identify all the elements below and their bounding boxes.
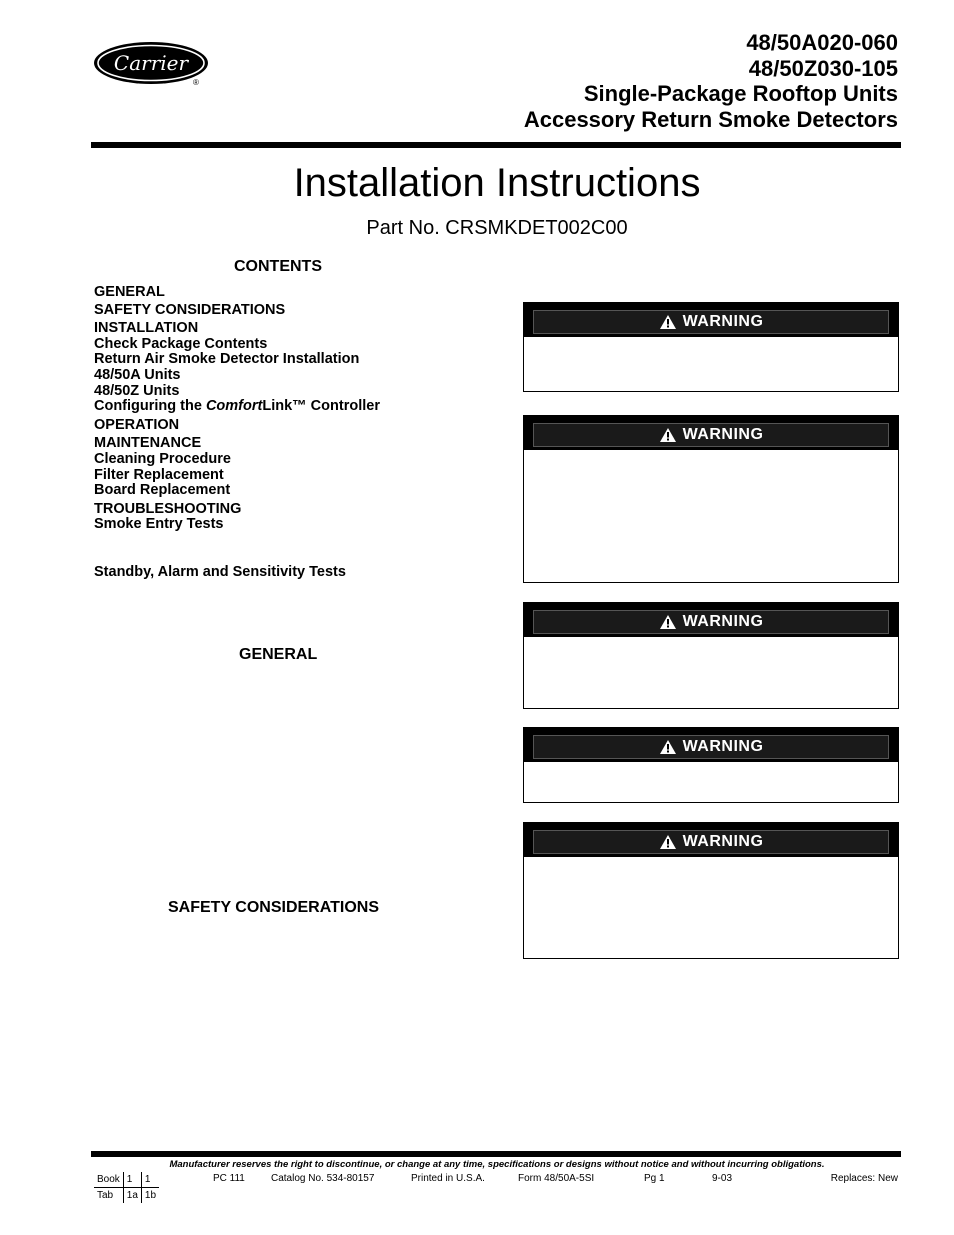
warning-box — [523, 415, 899, 583]
footer-rule — [91, 1151, 901, 1157]
accessory-line: Accessory Return Smoke Detectors — [523, 106, 898, 132]
header-rule — [91, 142, 901, 148]
toc-item[interactable]: GENERAL — [94, 284, 165, 300]
tab-label: Tab — [94, 1188, 123, 1204]
toc-item[interactable]: Check Package Contents — [94, 335, 268, 352]
footer-date: 9-03 — [712, 1173, 733, 1184]
part-number: Part No. CRSMKDET002C00 — [366, 217, 628, 239]
contents-heading: CONTENTS — [234, 258, 322, 275]
toc-item[interactable]: INSTALLATION — [94, 320, 199, 337]
footer-pc: PC 111 — [213, 1173, 245, 1184]
product-line: Single-Package Rooftop Units — [583, 81, 898, 106]
footer-page: Pg 1 — [644, 1173, 665, 1184]
toc-item[interactable]: 48/50Z Units — [94, 382, 180, 399]
warning-box — [523, 302, 899, 392]
footer-form: Form 48/50A-5SI — [518, 1173, 595, 1184]
toc-item[interactable]: Cleaning Procedure — [94, 450, 231, 467]
footer-catalog: Catalog No. 534-80157 — [271, 1173, 375, 1184]
toc-item[interactable]: 48/50A Units — [94, 366, 181, 383]
warning-header — [524, 728, 898, 762]
section-heading-safety: SAFETY CONSIDERATIONS — [168, 899, 379, 916]
toc-item[interactable]: Board Replacement — [94, 482, 231, 499]
registered-mark: ® — [193, 78, 199, 87]
warning-triangle-icon — [659, 739, 677, 755]
warning-header — [524, 603, 898, 637]
warning-header — [524, 303, 898, 337]
toc-item-comfortlink[interactable] — [94, 399, 380, 415]
toc-item[interactable]: OPERATION — [94, 416, 180, 433]
toc-item-link: Link™ Controller — [262, 398, 380, 415]
warning-header — [524, 823, 898, 857]
toc-group-1 — [94, 285, 380, 533]
logo-brand-text: Carrier — [113, 51, 189, 75]
model-line-1: 48/50A020-060 — [746, 30, 898, 55]
document-header — [524, 30, 898, 132]
footer-disclaimer: Manufacturer reserves the right to discontinue, or change at any time, specifications or designs without notice and without incurring obligations. — [169, 1159, 825, 1170]
warning-label: WARNING — [682, 426, 764, 443]
warning-header — [524, 416, 898, 450]
toc-item[interactable]: MAINTENANCE — [94, 435, 202, 452]
warning-label: WARNING — [682, 613, 764, 630]
toc-item[interactable]: Smoke Entry Tests — [94, 516, 224, 533]
warning-box — [523, 822, 899, 959]
warning-label: WARNING — [682, 738, 764, 755]
book-label: Book — [97, 1174, 120, 1185]
toc-item[interactable]: Filter Replacement — [94, 466, 224, 483]
tab-value-1: 1a — [123, 1188, 141, 1204]
toc-item[interactable]: TROUBLESHOOTING — [94, 500, 242, 517]
warning-triangle-icon — [659, 427, 677, 443]
page-title: Installation Instructions — [293, 161, 701, 205]
toc-item[interactable]: Standby, Alarm and Sensitivity Tests — [94, 564, 346, 580]
book-value-1: 1 — [123, 1172, 141, 1188]
tab-value-2: 1b — [141, 1188, 159, 1204]
warning-label: WARNING — [682, 833, 764, 850]
toc-item[interactable]: SAFETY CONSIDERATIONS — [94, 301, 286, 318]
section-heading-general: GENERAL — [239, 646, 318, 663]
footer-printed: Printed in U.S.A. — [411, 1173, 485, 1184]
toc-item-comfort: Comfort — [205, 398, 263, 415]
book-value-2: 1 — [141, 1172, 159, 1188]
footer-replaces: Replaces: New — [830, 1173, 898, 1184]
warning-triangle-icon — [659, 314, 677, 330]
model-line-2: 48/50Z030-105 — [748, 55, 898, 81]
warning-triangle-icon — [659, 614, 677, 630]
warning-label: WARNING — [682, 313, 764, 330]
warning-box — [523, 727, 899, 803]
book-tab-table — [94, 1172, 159, 1203]
toc-item[interactable]: Return Air Smoke Detector Installation — [94, 351, 360, 368]
toc-item-prefix: Configuring the — [94, 398, 202, 415]
warning-box — [523, 602, 899, 709]
warning-triangle-icon — [659, 834, 677, 850]
